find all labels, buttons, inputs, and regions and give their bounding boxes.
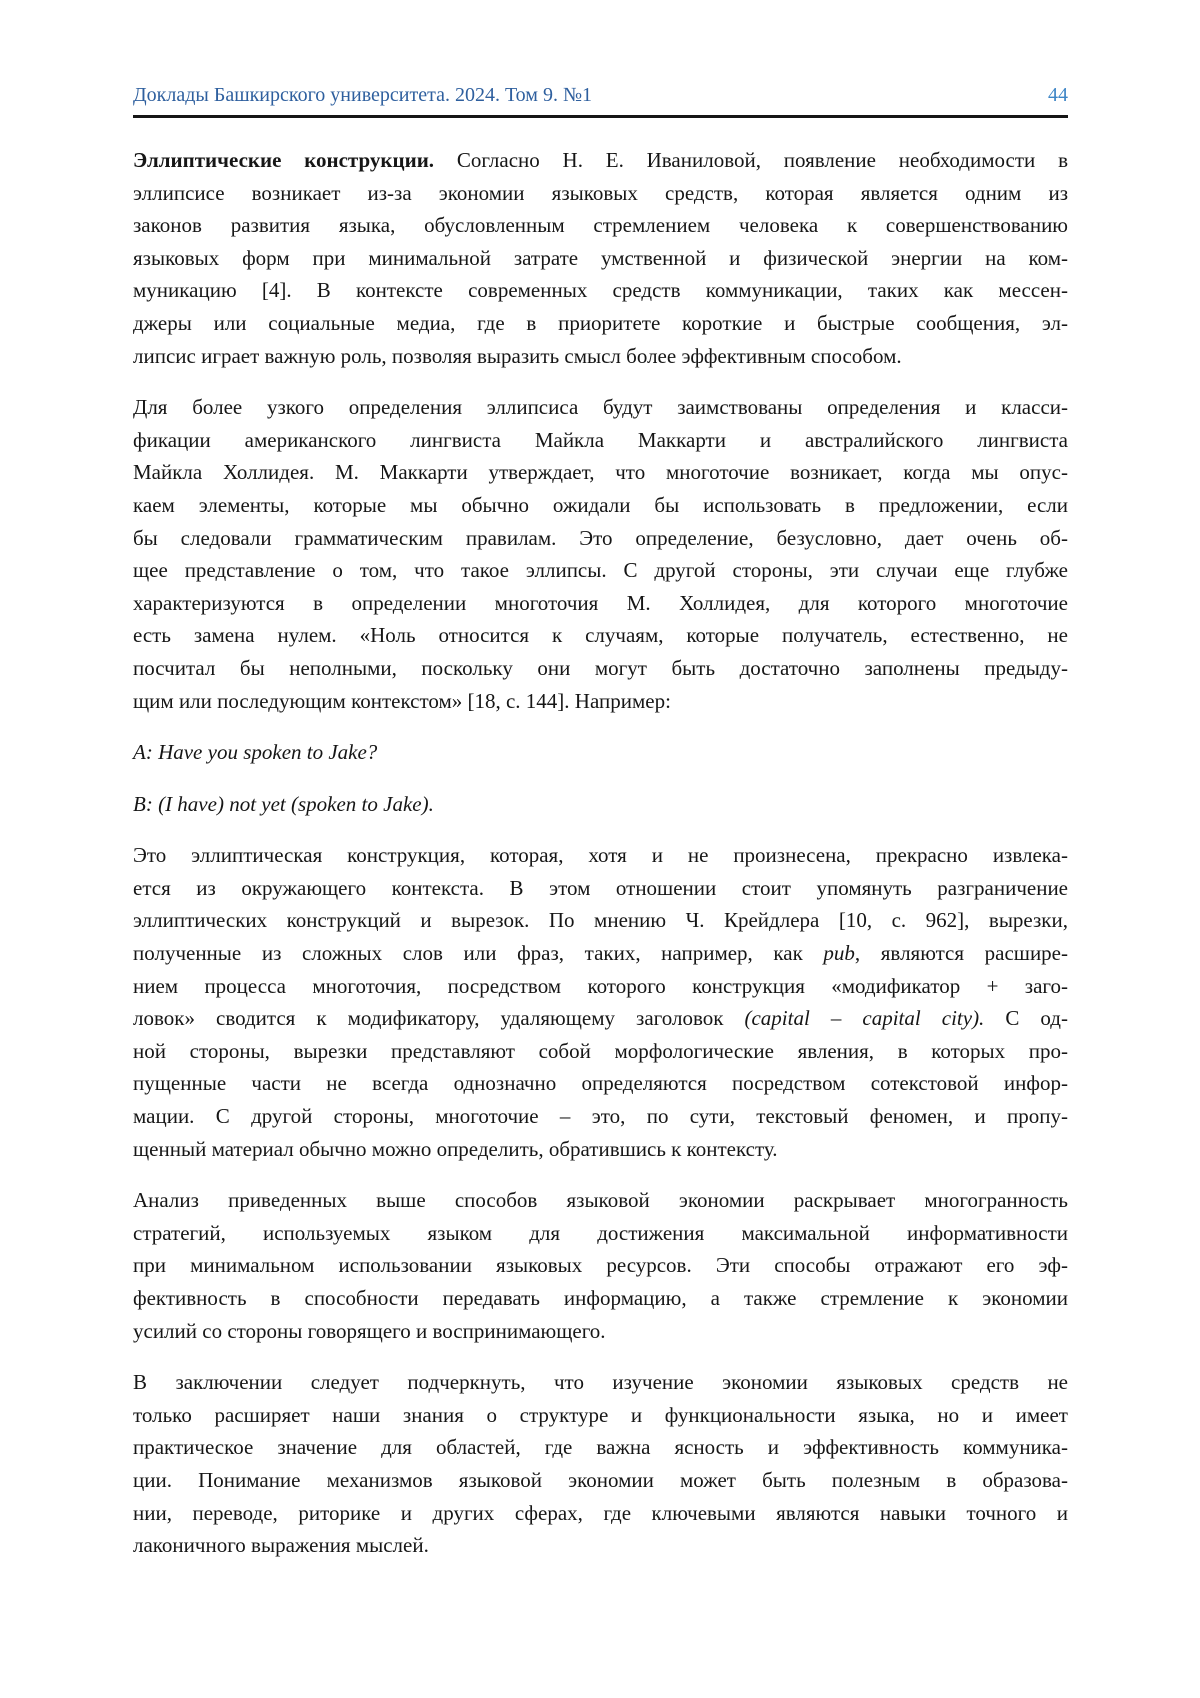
text-line xyxy=(133,685,1068,718)
text-segment: ной стороны, вырезки представляют собой морфологические явления, в которых про- xyxy=(133,1038,1068,1063)
page-header xyxy=(133,83,1068,107)
text-segment: стратегий, используемых языком для достижения максимальной информативности xyxy=(133,1220,1068,1245)
text-line xyxy=(133,144,1068,177)
text-segment: нием процесса многоточия, посредством которого конструкция «модификатор + заго- xyxy=(133,973,1068,998)
paragraph-conclusion xyxy=(133,1366,1068,1562)
text-line xyxy=(133,1399,1068,1432)
text-segment: практическое значение для областей, где важна ясность и эффективность коммуника- xyxy=(133,1435,1068,1460)
text-line xyxy=(133,1133,1068,1166)
text-line xyxy=(133,1184,1068,1217)
text-segment: липсис играет важную роль, позволяя выразить смысл более эффективным способом. xyxy=(133,343,902,368)
text-line xyxy=(133,970,1068,1003)
header-rule xyxy=(133,115,1068,118)
text-line xyxy=(133,456,1068,489)
paragraph-elliptical-constructions xyxy=(133,144,1068,372)
text-line xyxy=(133,872,1068,905)
text-line xyxy=(133,1464,1068,1497)
text-line xyxy=(133,340,1068,373)
bold-text-segment: Эллиптические конструкции. xyxy=(133,148,435,172)
text-segment: каем элементы, которые мы обычно ожидали бы использовать в предложении, если xyxy=(133,492,1068,517)
text-segment: Для более узкого определения эллипсиса будут заимствованы определения и класси- xyxy=(133,395,1068,420)
text-line xyxy=(133,1529,1068,1562)
text-segment: языковых форм при минимальной затрате умственной и физической энергии на ком- xyxy=(133,245,1068,270)
text-line xyxy=(133,1217,1068,1250)
text-segment: Согласно Н. Е. Иваниловой, появление необходимости в xyxy=(434,148,1068,172)
text-segment: Это эллиптическая конструкция, которая, хотя и не произнесена, прекрасно извлека- xyxy=(133,843,1068,868)
text-line xyxy=(133,307,1068,340)
text-segment: законов развития языка, обусловленным стремлением человека к совершенствованию xyxy=(133,213,1068,238)
text-line xyxy=(133,587,1068,620)
text-line xyxy=(133,522,1068,555)
text-line xyxy=(133,391,1068,424)
text-segment: нии, переводе, риторике и других сферах, где ключевыми являются навыки точного и xyxy=(133,1500,1068,1525)
text-line xyxy=(133,1249,1068,1282)
text-line xyxy=(133,1100,1068,1133)
text-line xyxy=(133,424,1068,457)
text-segment: ется из окружающего контекста. В этом отношении стоит упомянуть разграничение xyxy=(133,875,1068,900)
text-segment: A: Have you spoken to Jake? xyxy=(133,740,378,765)
text-line xyxy=(133,1067,1068,1100)
text-line xyxy=(133,554,1068,587)
text-segment: С од- xyxy=(984,1006,1068,1031)
text-line xyxy=(133,274,1068,307)
text-line xyxy=(133,1431,1068,1464)
text-line xyxy=(133,1366,1068,1399)
text-segment: щим или последующим контекстом» [18, с. 144]. Например: xyxy=(133,688,671,713)
text-segment: при минимальном использовании языковых ресурсов. Эти способы отражают его эф- xyxy=(133,1253,1068,1278)
text-line xyxy=(133,1315,1068,1348)
text-segment: щее представление о том, что такое эллипсы. С другой стороны, эти случаи еще глубже xyxy=(133,558,1068,583)
text-segment: мации. С другой стороны, многоточие – это, по сути, текстовый феномен, и пропу- xyxy=(133,1104,1068,1129)
paragraph-mccarthy-halliday xyxy=(133,391,1068,717)
text-segment: посчитал бы неполными, поскольку они могут быть достаточно заполнены предыду- xyxy=(133,655,1068,680)
text-line xyxy=(133,1497,1068,1530)
text-segment: есть замена нулем. «Ноль относится к случаям, которые получатель, естественно, не xyxy=(133,623,1068,648)
text-segment: лаконичного выражения мыслей. xyxy=(133,1533,429,1558)
text-line xyxy=(133,619,1068,652)
italic-text-segment: (capital – capital city). xyxy=(744,1006,985,1031)
text-segment: пущенные части не всегда однозначно определяются посредством сотекстовой инфор- xyxy=(133,1071,1068,1096)
example-line-b xyxy=(133,788,1068,821)
text-segment: усилий со стороны говорящего и воспринимающего. xyxy=(133,1318,606,1343)
text-segment: эллипсисе возникает из-за экономии языковых средств, которая является одним из xyxy=(133,180,1068,205)
text-line xyxy=(133,177,1068,210)
text-line xyxy=(133,788,1068,821)
journal-title: Доклады Башкирского университета. 2024. Том 9. №1 xyxy=(133,84,593,106)
text-segment: только расширяет наши знания о структуре и функциональности языка, но и имеет xyxy=(133,1402,1068,1427)
paragraph-clippings-vs-ellipsis xyxy=(133,839,1068,1165)
text-line xyxy=(133,839,1068,872)
text-segment: джеры или социальные медиа, где в приоритете короткие и быстрые сообщения, эл- xyxy=(133,310,1068,335)
text-line xyxy=(133,652,1068,685)
text-segment: характеризуются в определении многоточия М. Холлидея, для которого многоточие xyxy=(133,590,1068,615)
text-segment: фикации американского лингвиста Майкла Маккарти и австралийского лингвиста xyxy=(133,427,1068,452)
text-line xyxy=(133,904,1068,937)
article-body xyxy=(133,144,1068,1562)
italic-text-segment: pub xyxy=(823,941,855,966)
text-segment: В заключении следует подчеркнуть, что изучение экономии языковых средств не xyxy=(133,1370,1068,1395)
text-segment: муникацию [4]. В контексте современных средств коммуникации, таких как мессен- xyxy=(133,278,1068,303)
text-segment: эллиптических конструкций и вырезок. По мнению Ч. Крейдлера [10, с. 962], вырезки, xyxy=(133,908,1068,933)
text-segment: , являются расшире- xyxy=(854,941,1068,966)
text-line xyxy=(133,1002,1068,1035)
text-segment: Анализ приведенных выше способов языковой экономии раскрывает многогранность xyxy=(133,1188,1068,1213)
text-segment: ловок» сводится к модификатору, удаляющему заголовок xyxy=(133,1006,745,1031)
example-line-a xyxy=(133,736,1068,769)
text-line xyxy=(133,489,1068,522)
text-segment: щенный материал обычно можно определить, обратившись к контексту. xyxy=(133,1136,778,1161)
page-number: 44 xyxy=(1048,84,1068,106)
text-segment: Майкла Холлидея. М. Маккарти утверждает, что многоточие возникает, когда мы опус- xyxy=(133,460,1068,485)
text-line xyxy=(133,736,1068,769)
text-segment: фективность в способности передавать информацию, а также стремление к экономии xyxy=(133,1286,1068,1310)
text-segment: полученные из сложных слов или фраз, таких, например, как xyxy=(133,941,824,966)
text-line xyxy=(133,242,1068,275)
text-line xyxy=(133,937,1068,970)
text-line xyxy=(133,1035,1068,1068)
text-segment: B: (I have) not yet (spoken to Jake). xyxy=(133,791,434,816)
paragraph-analysis xyxy=(133,1184,1068,1347)
text-line xyxy=(133,1282,1068,1315)
text-segment: бы следовали грамматическим правилам. Это определение, безусловно, дает очень об- xyxy=(133,525,1068,550)
text-line xyxy=(133,209,1068,242)
text-segment: ции. Понимание механизмов языковой экономии может быть полезным в образова- xyxy=(133,1467,1068,1492)
